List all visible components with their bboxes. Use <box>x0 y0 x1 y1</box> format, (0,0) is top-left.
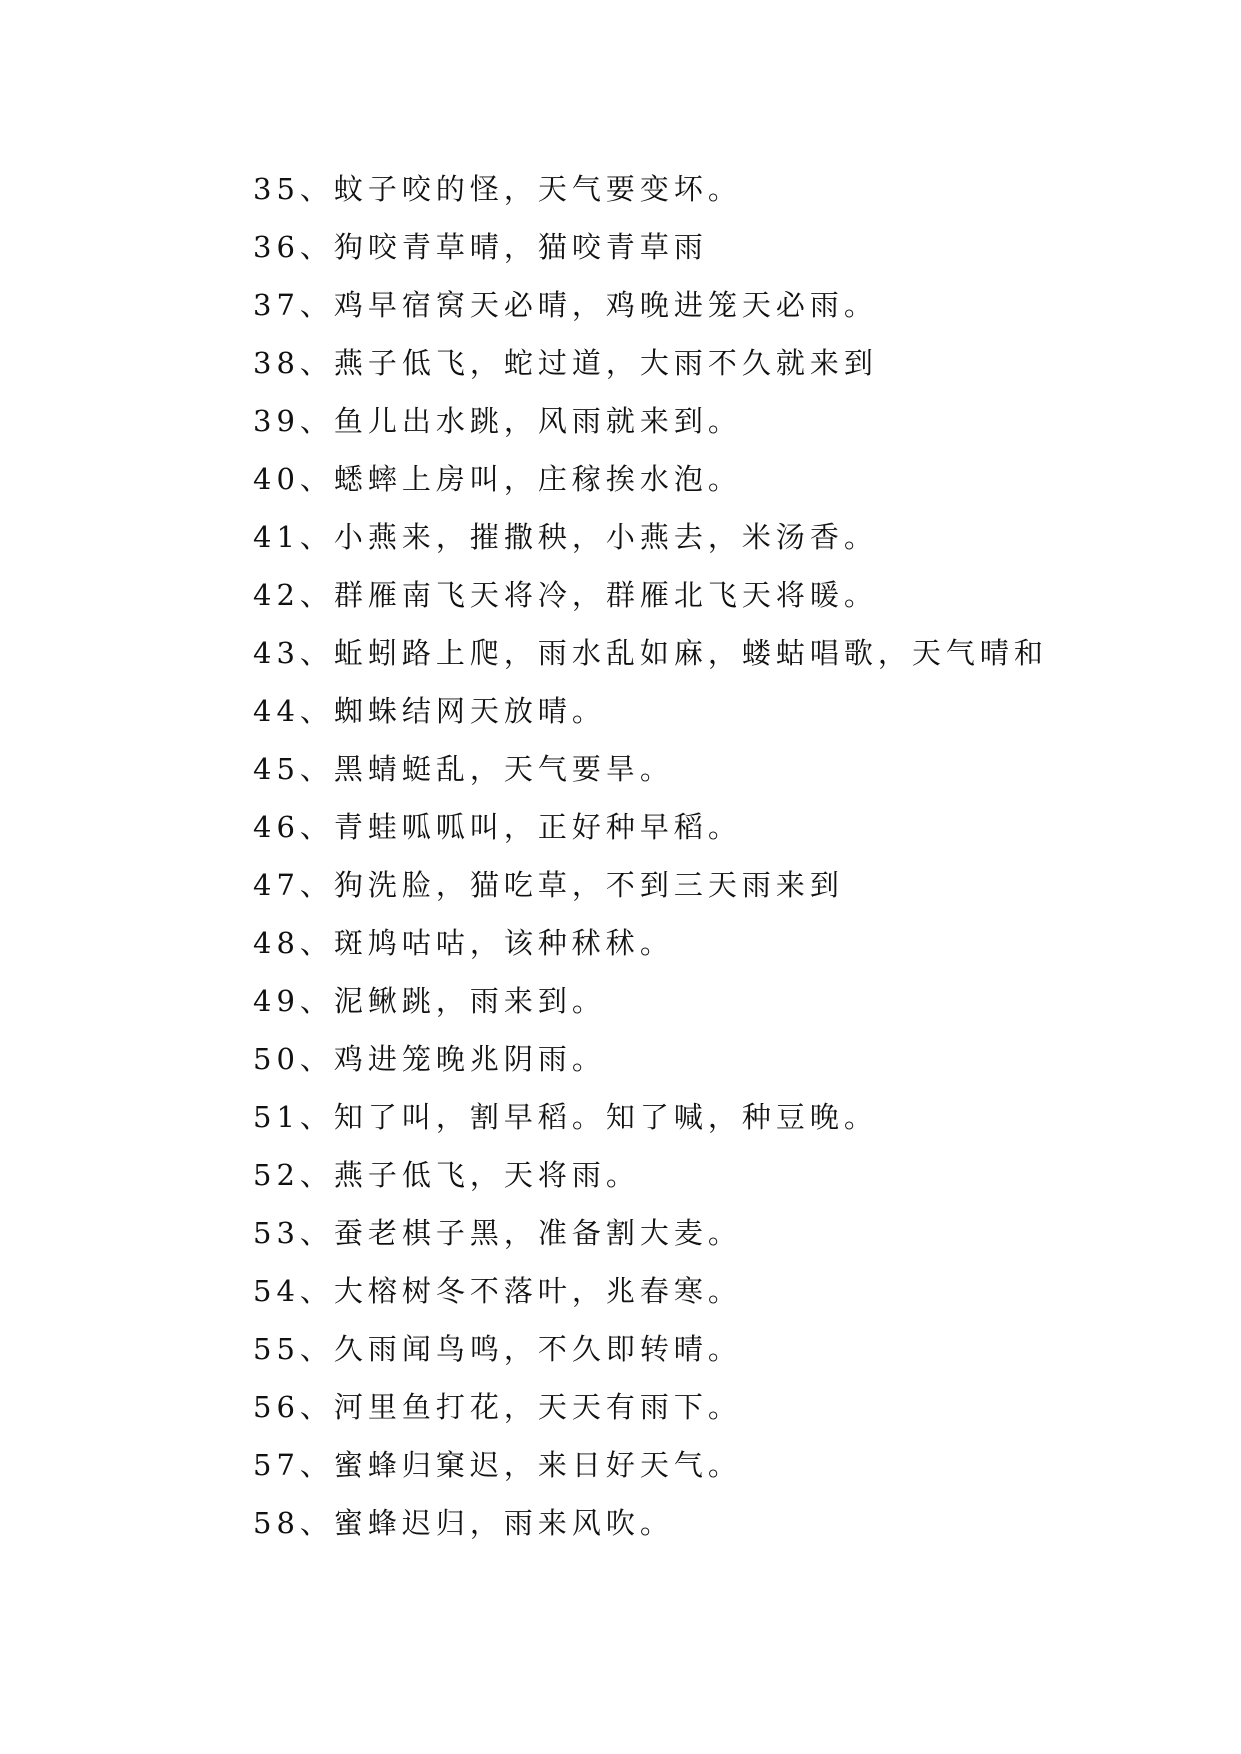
list-item: 46、青蛙呱呱叫，正好种早稻。 <box>253 810 742 844</box>
list-item: 57、蜜蜂归窠迟，来日好天气。 <box>253 1448 742 1482</box>
list-item: 42、群雁南飞天将冷，群雁北飞天将暖。 <box>253 578 878 612</box>
list-item: 40、蟋蟀上房叫，庄稼挨水泡。 <box>253 462 742 496</box>
list-item: 35、蚊子咬的怪，天气要变坏。 <box>253 172 742 206</box>
list-item: 37、鸡早宿窝天必晴，鸡晚进笼天必雨。 <box>253 288 878 322</box>
list-item: 39、鱼儿出水跳，风雨就来到。 <box>253 404 742 438</box>
list-item: 47、狗洗脸，猫吃草，不到三天雨来到 <box>253 868 844 902</box>
list-item: 43、蚯蚓路上爬，雨水乱如麻，蝼蛄唱歌，天气晴和 <box>253 636 1048 670</box>
list-item: 48、斑鸠咕咕，该种秫秫。 <box>253 926 674 960</box>
list-item: 51、知了叫，割早稻。知了喊，种豆晚。 <box>253 1100 878 1134</box>
list-item: 41、小燕来，摧撒秧，小燕去，米汤香。 <box>253 520 878 554</box>
list-item: 56、河里鱼打花，天天有雨下。 <box>253 1390 742 1424</box>
list-item: 50、鸡进笼晚兆阴雨。 <box>253 1042 606 1076</box>
list-item: 49、泥鳅跳，雨来到。 <box>253 984 606 1018</box>
list-item: 54、大榕树冬不落叶，兆春寒。 <box>253 1274 742 1308</box>
list-item: 53、蚕老棋子黑，准备割大麦。 <box>253 1216 742 1250</box>
list-item: 52、燕子低飞，天将雨。 <box>253 1158 640 1192</box>
list-item: 58、蜜蜂迟归，雨来风吹。 <box>253 1506 674 1540</box>
list-item: 55、久雨闻鸟鸣，不久即转晴。 <box>253 1332 742 1366</box>
list-item: 38、燕子低飞，蛇过道，大雨不久就来到 <box>253 346 878 380</box>
proverb-list <box>253 160 1048 1552</box>
list-item: 45、黑蜻蜓乱，天气要旱。 <box>253 752 674 786</box>
list-item: 44、蜘蛛结网天放晴。 <box>253 694 606 728</box>
list-item: 36、狗咬青草晴，猫咬青草雨 <box>253 230 708 264</box>
